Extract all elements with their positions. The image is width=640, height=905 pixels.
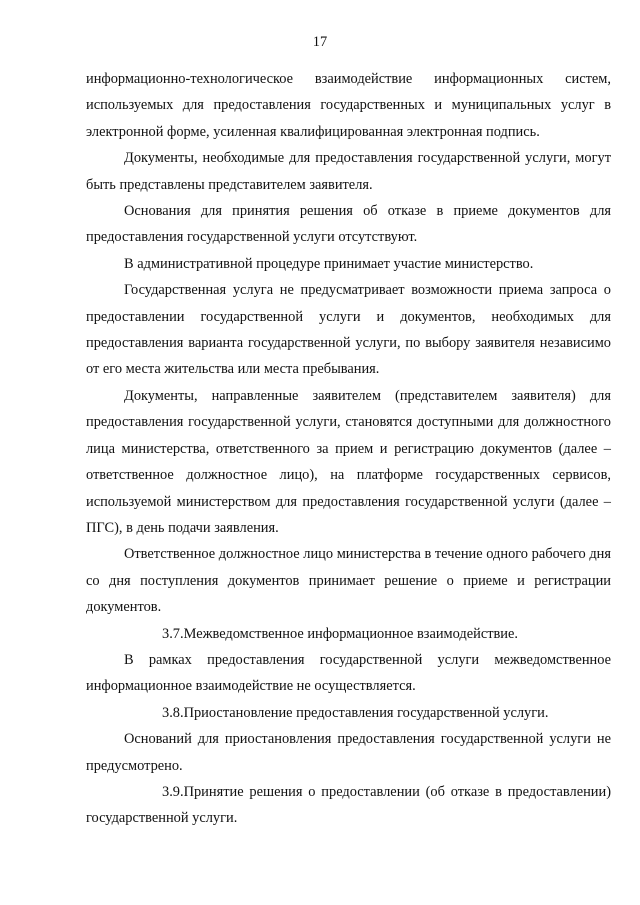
section-3-7-heading [86,621,611,647]
section-number: 3.9. [162,783,184,800]
document-body [86,66,611,832]
section-title: Межведомственное информационное взаимодействие. [183,625,518,642]
section-number: 3.7. [162,625,184,642]
paragraph-ministry-participation: В административной процедуре принимает участие министерство. [124,255,534,272]
paragraph-extraterritorial: Государственная услуга не предусматривает возможности приема запроса о предоставлении государственной услуги и документов, необходимых для предоставления варианта государственной услуги, по выбору заявителя независимо от его места жительства или места пребывания. [86,282,611,378]
paragraph-pgs-documents: Документы, направленные заявителем (представителем заявителя) для предоставления государственной услуги, становятся доступными для должностного лица министерства, ответственного за прием и регистрацию документов (далее – ответственное должностное лицо), на платформе государственных сервисов, используемой министерством для предоставления государственной услуги (далее – ПГС), в день подачи заявления. [86,387,611,536]
section-title: Принятие решения о предоставлении (об отказе в предоставлении) государственной услуги. [86,783,611,827]
section-3-8-text: Оснований для приостановления предоставления государственной услуги не предусмотрено. [86,731,611,774]
paragraph-registration-decision: Ответственное должностное лицо министерства в течение одного рабочего дня со дня поступления документов принимает решение о приеме и регистрации документов. [86,546,611,616]
page-number: 17 [312,34,328,50]
section-3-8-heading [86,700,611,726]
section-3-9-heading [86,779,611,832]
section-number: 3.8. [162,704,184,721]
paragraph-refusal-grounds: Основания для принятия решения об отказе в приеме документов для предоставления государственной услуги отсутствуют. [86,203,611,246]
section-title: Приостановление предоставления государственной услуги. [183,704,549,721]
section-3-7-text: В рамках предоставления государственной услуги межведомственное информационное взаимодействие не осуществляется. [86,651,611,695]
paragraph-representative: Документы, необходимые для предоставления государственной услуги, могут быть представлены представителем заявителя. [86,150,611,193]
paragraph-continuation: информационно-технологическое взаимодействие информационных систем, используемых для предоставления государственных и муниципальных услуг в электронной форме, усиленная квалифицированная электронная подпись. [86,71,611,140]
